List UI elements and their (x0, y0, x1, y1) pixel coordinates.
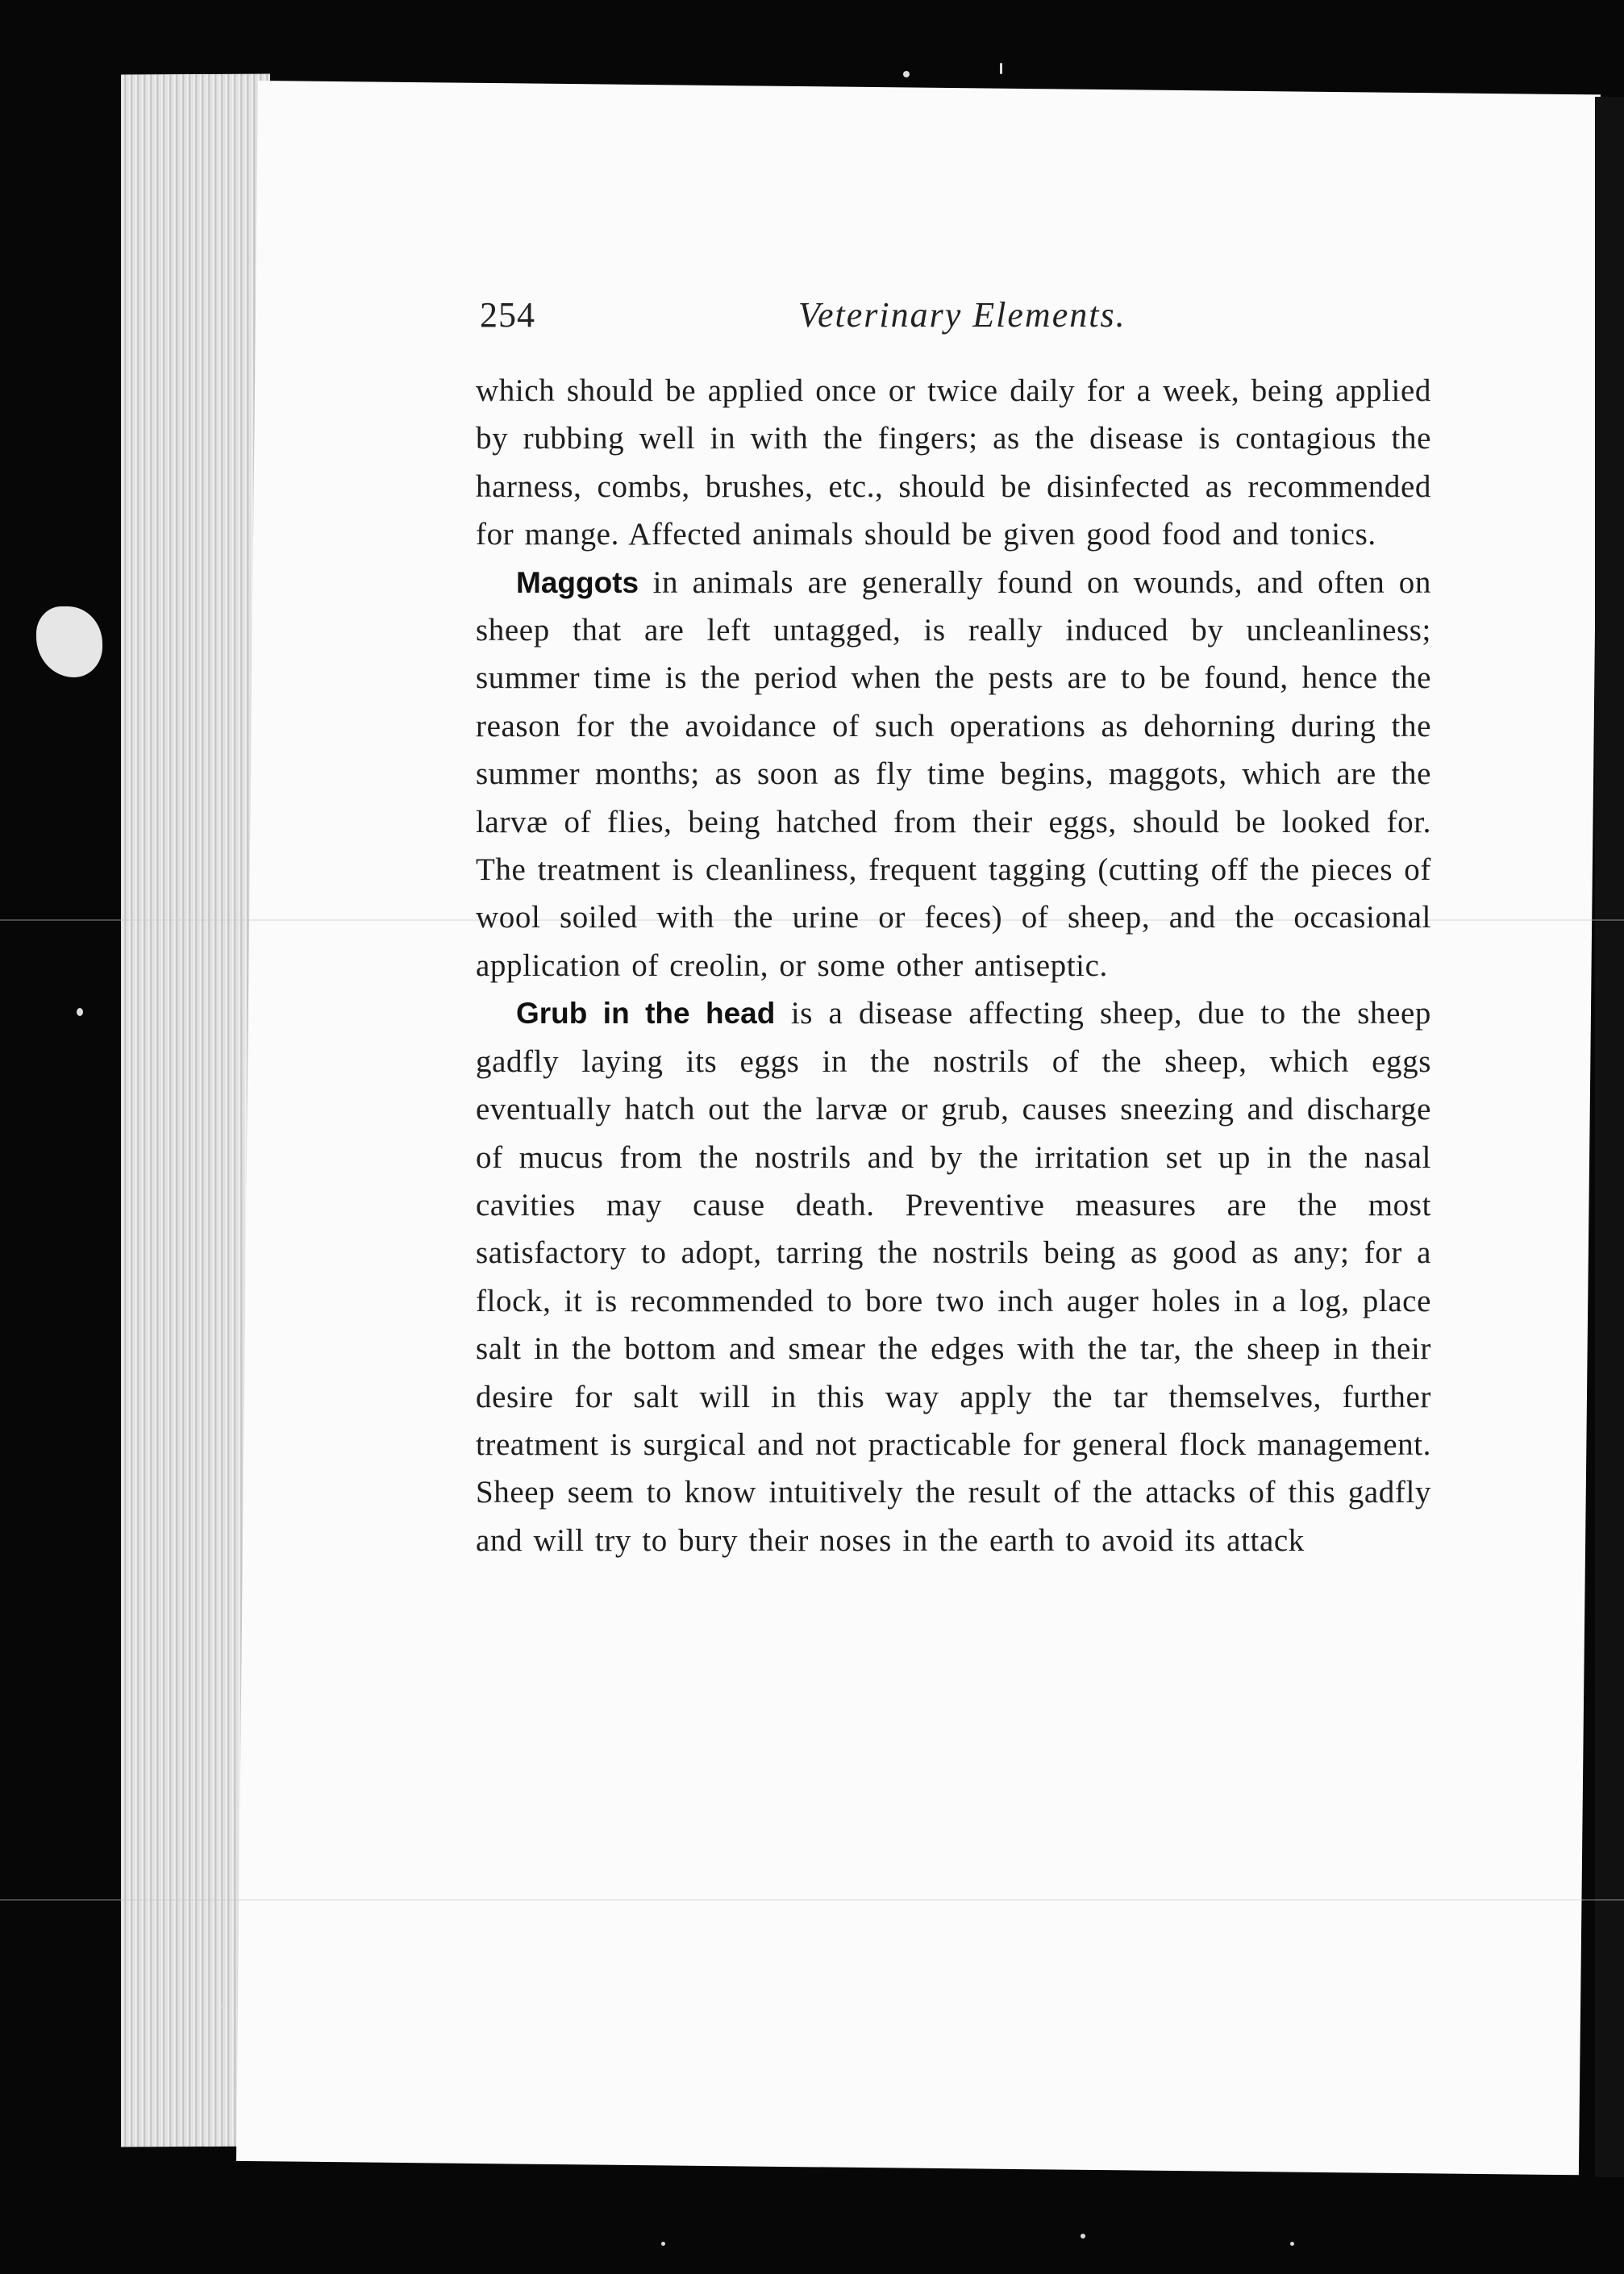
paragraph-grub-in-the-head (476, 989, 1431, 1564)
run-in-heading: Maggots (516, 565, 639, 599)
dust-speck (661, 2242, 665, 2246)
paper-scrap (36, 606, 102, 677)
page-header (480, 294, 1431, 343)
body-text (476, 367, 1431, 1564)
paragraph-maggots (476, 559, 1431, 990)
dust-speck (77, 1008, 83, 1016)
running-title: Veterinary Elements. (798, 295, 1126, 335)
dust-speck (1000, 63, 1002, 74)
dust-speck (903, 71, 910, 77)
scan-line (0, 1899, 1624, 1901)
dust-speck (1290, 2242, 1294, 2246)
paragraph-continuation (476, 367, 1431, 559)
paragraph-text: is a disease affecting sheep, due to the sheep gadfly laying its eggs in the nostrils of the sheep, which eggs eventually hatch out the larvæ or grub, causes sneezing and discharge of mucus from the nostrils and by the irritation set up in the nasal cavities may cause death. Preventive measures are the most satisfactory to adopt, tarring the nostrils being as good as any; for a flock, it is recommended to bore two inch auger holes in a log, place salt in the bottom and smear the edges with the tar, the sheep in their desire for salt will in this way apply the tar themselves, further treatment is surgical and not practicable for general flock management. Sheep seem to know intuitively the result of the attacks of this gadfly and will try to bury their noses in the earth to avoid its attack (476, 996, 1431, 1558)
paragraph-text: in animals are generally found on wounds, and often on sheep that are left untagged, is really induced by uncleanliness; summer time is the period when the pests are to be found, hence the reason for the avoidance of such operations as dehorning during the summer months; as soon as fly time begins, maggots, which are the larvæ of flies, being hatched from their eggs, should be looked for. The treatment is cleanliness, frequent tagging (cutting off the pieces of wool soiled with the urine or feces) of sheep, and the occasional application of creolin, or some other antiseptic. (476, 564, 1431, 983)
facing-page-shadow (1595, 97, 1624, 2177)
page-number: 254 (480, 295, 535, 335)
paragraph-text: which should be applied once or twice daily for a week, being applied by rubbing well in with the fingers; as the disease is contagious the harness, combs, brushes, etc., should be disinfected as recommended for mange. Affected animals should be given good food and tonics. (476, 373, 1431, 552)
dust-speck (222, 2004, 226, 2008)
run-in-heading: Grub in the head (516, 997, 776, 1031)
dust-speck (1081, 2234, 1085, 2239)
